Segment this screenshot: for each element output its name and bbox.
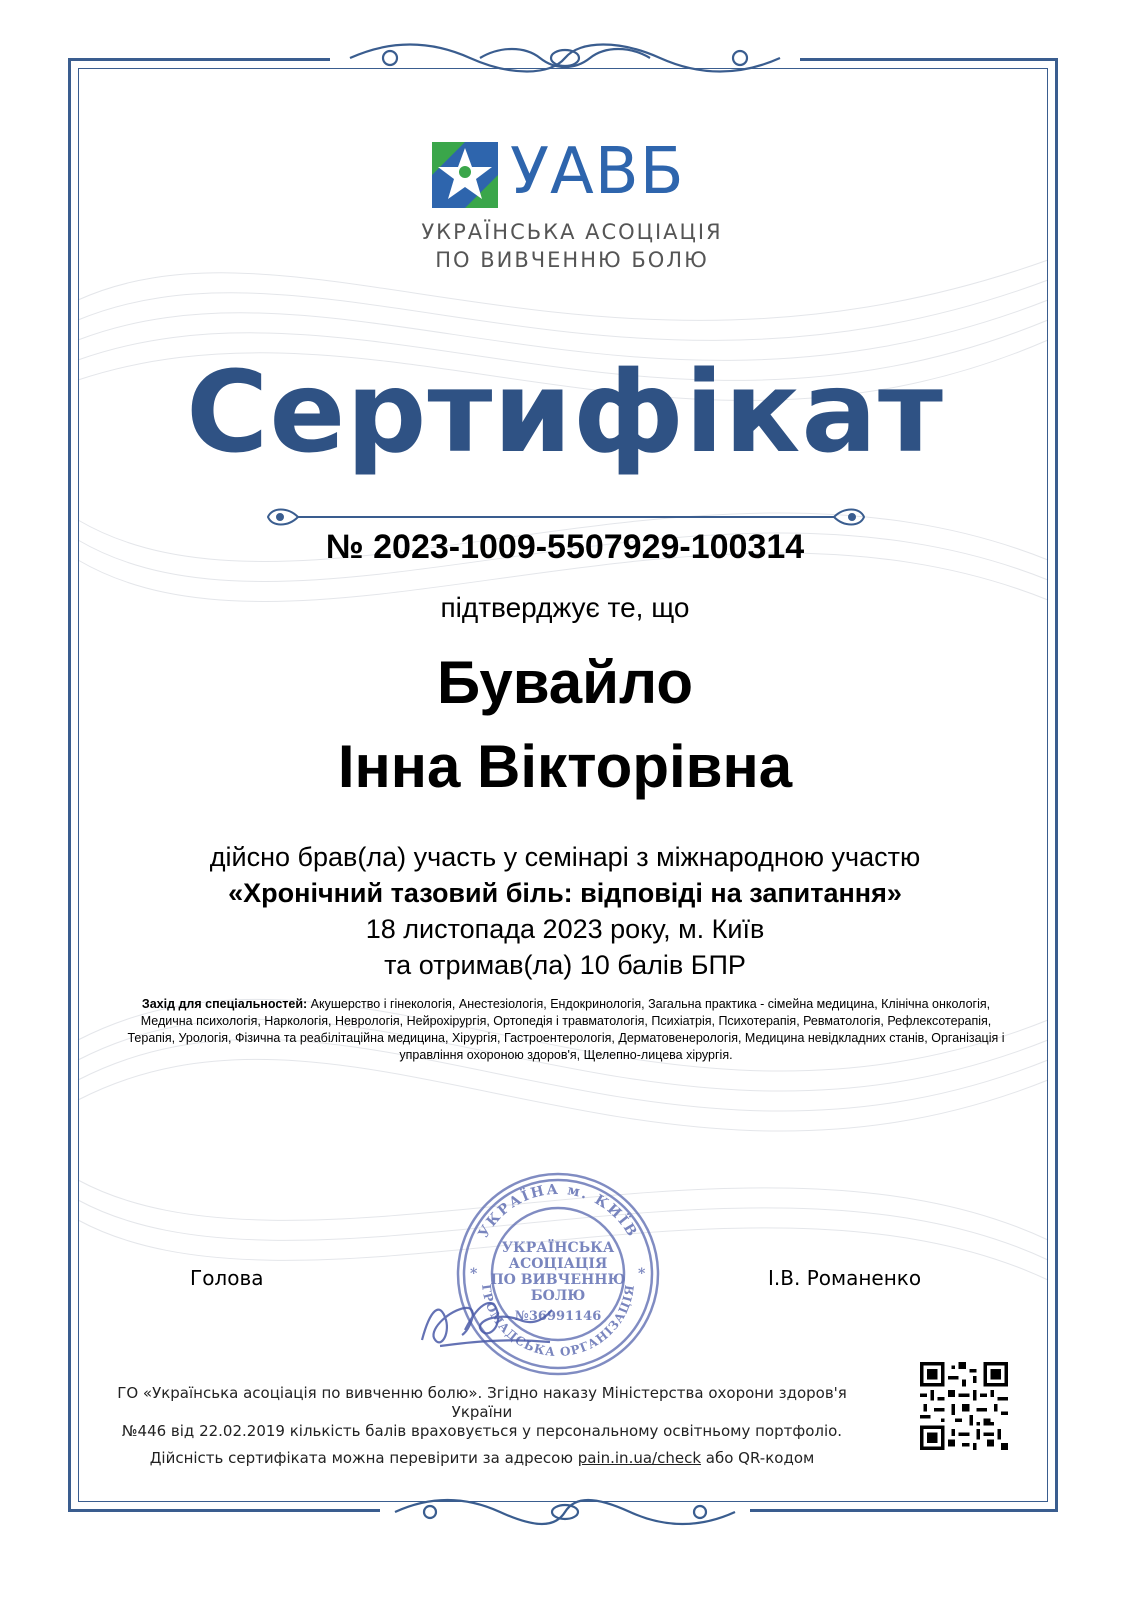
specialties-text: Акушерство і гінекологія, Анестезіологія, Ендокринологія, Загальна практика - сімейна медицина, Клінічна онкологія, Медична психологія, Наркологія, Неврологія, Нейрохірургія, Ортопедія і травматологія, Психіатрія, Психотерапія, Ревматологія, Рефлексотерапія, Терапія, Урологія, Фізична та реабілітаційна медицина, Хірургія, Гастроентерологія, Дерматовенерологія, Медицина невідкладних станів, Організація і управління охороною здоров'я, Щелепно-лицева хірургія. xyxy=(127,997,1005,1062)
stamp-center-line-4: БОЛЮ xyxy=(530,1288,586,1304)
svg-text:УКРАЇНА м. КИЇВ xyxy=(476,1182,641,1241)
title-divider-ornament xyxy=(258,505,874,529)
stamp-code: №36991146 xyxy=(514,1309,602,1324)
uavb-logo xyxy=(421,135,723,278)
stamp-star-left-icon: * xyxy=(470,1266,478,1282)
event-title: «Хронічний тазовий біль: відповіді на запитання» xyxy=(228,878,902,908)
logo-line-1: УКРАЇНСЬКА АСОЦІАЦІЯ xyxy=(421,220,723,244)
certificate-number: № 2023-1009-5507929-100314 xyxy=(325,528,805,566)
recipient-given-names: Інна Вікторівна xyxy=(337,733,793,800)
head-name: І.В. Романенко xyxy=(768,1266,922,1290)
confirms-text: підтверджує те, що xyxy=(440,592,690,623)
handwritten-signature xyxy=(410,1280,560,1360)
specialties-label: Захід для спеціальностей: xyxy=(141,997,308,1011)
cpd-points-text: та отримав(ла) 10 балів БПР xyxy=(384,950,746,980)
logo-line-2: ПО ВИВЧЕННЮ БОЛЮ xyxy=(435,248,709,272)
stamp-center-line-2: АСОЦІАЦІЯ xyxy=(508,1256,608,1272)
stamp-outer-top-text: УКРАЇНА м. КИЇВ xyxy=(475,1181,641,1241)
stamp-outer-bottom-text: ГРОМАДСЬКА ОРГАНІЗАЦІЯ xyxy=(479,1283,638,1360)
logo-abbreviation: УАВБ xyxy=(510,135,685,209)
event-date-place: 18 листопада 2023 року, м. Київ xyxy=(365,914,765,944)
specialties-list xyxy=(126,996,1006,1064)
footer-line-3-prefix: Дійсність сертифіката можна перевірити за адресою xyxy=(149,1449,578,1467)
footer-line-1: ГО «Українська асоціація по вивченню болю». Згідно наказу Міністерства охорони здоров'я України xyxy=(117,1384,847,1421)
bottom-flourish-ornament xyxy=(380,1490,750,1534)
stamp-center-line-1: УКРАЇНСЬКА xyxy=(501,1240,615,1256)
stamp-star-right-icon: * xyxy=(638,1266,646,1282)
certificate-title: Сертифікат xyxy=(186,348,944,478)
footer-verification-line xyxy=(92,1449,872,1468)
star-person-emblem-icon xyxy=(432,142,498,208)
head-title-label: Голова xyxy=(190,1266,264,1290)
stamp-center-line-3: ПО ВИВЧЕННЮ xyxy=(490,1272,626,1288)
qr-code[interactable] xyxy=(920,1362,1008,1450)
recipient-surname: Бувайло xyxy=(436,649,694,716)
top-flourish-ornament xyxy=(330,36,800,80)
footer-line-2: №446 від 22.02.2019 кількість балів враховується у персональному освітньому портфоліо. xyxy=(121,1422,843,1440)
verification-link[interactable]: pain.in.ua/check xyxy=(577,1449,702,1467)
footer-note xyxy=(92,1384,872,1468)
participation-text: дійсно брав(ла) участь у семінарі з міжнародною участю xyxy=(209,842,921,872)
footer-line-3-suffix: або QR-кодом xyxy=(701,1449,815,1467)
